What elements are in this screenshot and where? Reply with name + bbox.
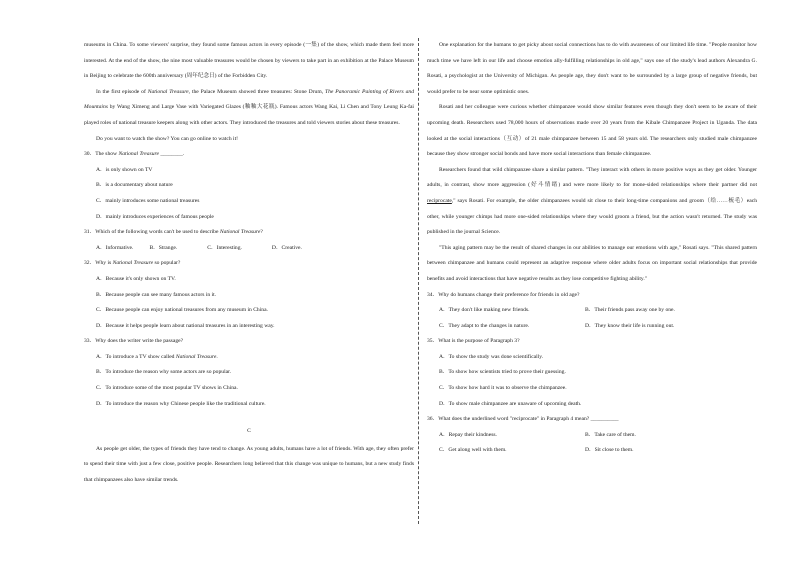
question-32 [84,256,414,272]
column-divider [418,38,419,524]
question-34-options-row-2 [427,319,757,335]
question-33-option-c[interactable]: C．To introduce some of the most popular TV shows in China. [96,385,238,392]
question-34: 34．Why do humans change their preference for friends in old age? [427,291,580,298]
passage-c-paragraph-3: Rosati and her colleague were curious whether chimpanzee would show similar features even though they don't seem to be aware of their upcoming death. Researchers used 78,000 hours of observations made over 20 years from the Kibale Chimpanzee Project in Uganda. The data looked at the social interactions（互动）of 21 male chimpanzee between 15 and 58 years old. The researchers only studied male chimpanzee because they show stronger social bonds and have more social interactions than female chimpanzee. [427,104,757,158]
text-span: so popular? [153,260,181,267]
question-36-option-b[interactable]: B．Take care of them. [585,431,636,438]
show-title: National Treasure [112,260,154,267]
question-31-options [84,241,414,257]
question-32-option-d[interactable]: D．Because it helps people learn about national treasures in an interesting way. [96,322,275,329]
passage-b-paragraph-3: Do you want to watch the show? You can go online to watch it! [96,135,238,142]
passage-c-paragraph-2: One explanation for the humans to get picky about social connections has to do with awareness of our limited life time. "People monitor how much time we have left in our life and choose emotion ally-fulfilling relationships in old age," says one of the study's lead authors Alexandra G. Rosati, a psychologist at the University of Michigan. As people age, they don't want to be surrounded by a large group of negative friends, but would prefer to be near some optimistic ones. [427,42,757,95]
text-span: 32．Why is [84,260,113,267]
right-column [427,38,757,459]
show-title: National Treasure [147,88,189,95]
question-32-option-a[interactable]: A．Because it's only shown on TV. [96,275,176,282]
question-32-option-b[interactable]: B．Because people can see many famous actors in it. [96,291,217,298]
question-35-option-b[interactable]: B．To show how scientists tried to prove their guessing. [439,369,566,376]
text-span: 30．The show [84,151,119,158]
text-span: Researchers found that wild chimpanzee share a similar pattern. "They interact with others in more positive ways as they get older. Younger adults, in contrast, show more aggression (好斗情绪) and were more likely to for mone-sided relationships where their partner did not [427,166,757,189]
question-34-option-c[interactable]: C．They adapt to the changes in nature. [439,322,530,329]
question-30-option-a[interactable]: A．is only shown on TV [96,166,153,173]
text-span: by Wang Ximeng and Large Vase with Variegated Glazes (釉釉大花瓶). Famous actors Wang Kai, Li Chen and Tony Leung Ka-fai played roles of national treasure keepers along with other actors. They introduced the treasures and told viewers stories about these treasures. [84,104,414,126]
passage-c-paragraph-5: "This aging pattern may be the result of shared changes in our abilities to manage our emotions with age," Rosati says. "This shared pattern between chimpanzee and humans could represent an adaptive response where older adults focus on important social relationships that provide benefits and avoid interactions that have negative results as they lose competitive fighting ability." [427,244,757,282]
question-34-option-b[interactable]: B．Their friends pass away one by one. [585,307,675,314]
question-36-option-a[interactable]: A．Repay their kindness. [439,431,497,438]
question-33-option-a[interactable] [84,350,414,366]
left-column [84,38,414,489]
question-30-option-d[interactable]: D．mainly introduces experiences of famous people [96,213,214,220]
question-31-option-a[interactable]: A．Informative. [96,244,134,251]
question-36: 36．What does the underlined word "reciprocate" in Paragraph 4 mean? __________ [427,416,619,423]
text-span: ? [260,229,263,236]
question-34-option-a[interactable]: A．They don't like making new friends. [439,307,530,314]
question-36-options-row-1 [427,428,757,444]
show-title: National Treasure [219,229,261,236]
question-35-option-d[interactable]: D．To show male chimpanzee are unaware of upcoming death. [439,400,582,407]
passage-b-paragraph-2 [84,85,414,132]
text-span: , the Palace Museum showed three treasures: Stone Drum, [188,88,325,95]
question-30-option-c[interactable]: C．mainly introduces some national treasures [96,197,200,204]
text-span: 31．Which of the following words can't be used to describe [84,229,220,236]
text-span: ________. [158,151,185,158]
question-33-option-b[interactable]: B．To introduce the reason why some actors are so popular. [96,369,232,376]
question-35-option-a[interactable]: A．To show the study was done scientifically. [439,353,544,360]
passage-c-paragraph-4 [427,163,757,241]
question-33-option-d[interactable]: D．To introduce the reason why Chinese people like the traditional culture. [96,400,266,407]
question-31-option-c[interactable]: C．Interesting. [207,244,242,251]
show-title: National Treasure [175,353,217,360]
question-30-option-b[interactable]: B．is a documentary about nature [96,182,173,189]
section-heading-c: C [247,428,251,435]
question-31 [84,225,414,241]
passage-c-paragraph-1: As people get older, the types of friends they have tend to change. As young adults, humans have a lot of friends. With age, they often prefer to spend their time with just a few close, positive people. Researchers long believed that this change was unique to humans, but a new study finds that chimpanzees also have similar trends. [84,445,414,484]
painting-title: The Panoramic Painting of Rivers and Mountains [84,88,415,111]
question-33: 33．Why does the writer write the passage? [84,338,184,345]
spacer [84,412,414,416]
passage-b-paragraph-1: museums in China. To some viewers' surprise, they found some famous actors in every episode (一集) of the show, which made them feel more interested. At the end of the show, the nine most valuable treasures would be chosen by viewers to take part in an exhibition at the Palace Museum in Beijing to celebrate the 600th anniversary (周年纪念日) of the Forbidden City. [84,42,414,80]
question-36-option-d[interactable]: D．Sit close to them. [585,447,634,454]
question-34-option-d[interactable]: D．They know their life is running out. [585,322,675,329]
question-30 [84,147,414,163]
text-span: . [216,353,218,360]
question-31-option-d[interactable]: D．Creative. [271,244,302,251]
text-span: ," says Rosati. For example, the older chimpanzees would sit close to their long-time companions and groom（给……梳毛）each other, while younger chimps had more one-sided relationships where they would groom a friend, but the action wasn't returned. The study was published in the journal Science. [427,197,757,236]
question-36-option-c[interactable]: C．Get along well with them. [439,447,507,454]
question-36-options-row-2 [427,443,757,459]
question-35-option-c[interactable]: C．To show how hard it was to observe the chimpanzee. [439,385,567,392]
question-32-option-c[interactable]: C．Because people can enjoy national treasures from any museum in China. [96,307,268,314]
text-span: In the first episode of [96,88,148,95]
text-span: A．To introduce a TV show called [96,353,176,360]
show-title: National Treasure [118,151,159,158]
question-35: 35．What is the purpose of Paragraph 3? [427,338,520,345]
question-31-option-b[interactable]: B．Strange. [149,244,178,251]
underlined-word: reciprocate [427,197,452,204]
question-34-options-row-1 [427,303,757,319]
